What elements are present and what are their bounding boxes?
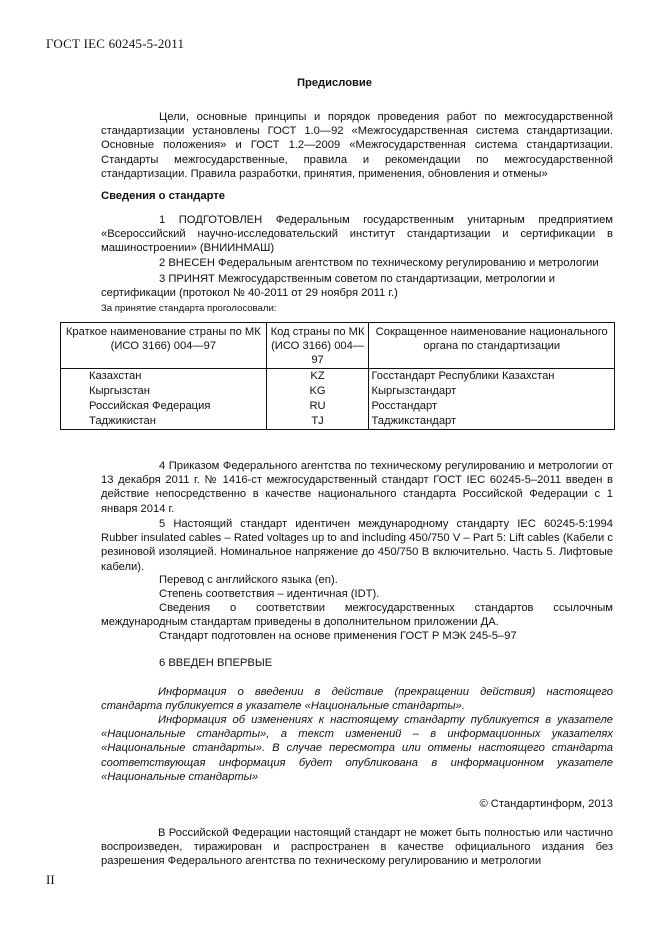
info-changes: Информация об изменениях к настоящему стандарту публикуется в указателе «Национальные стандарты», а текст изменений – в информационных указателях «Национальные стандарты». В случае пересмотра или отмены настоящего стандарта соответствующая информация будет опубликована в информационном указателе «Национальные стандарты» [101, 714, 613, 783]
item-2: 2 ВНЕСЕН Федеральным агентством по техническому регулированию и метрологии [159, 257, 599, 269]
legal-notice: В Российской Федерации настоящий стандарт не может быть полностью или частично воспроизведен, тиражирован и распространен в качестве официального издания без разрешения Федерального агентства по техническому регулированию и метрологии [101, 827, 613, 868]
page-number: II [46, 872, 55, 887]
country-cell: Казахстан [61, 369, 267, 385]
item-6: 6 ВВЕДЕН ВПЕРВЫЕ [159, 657, 273, 669]
conformity-note: Степень соответствия – идентичная (IDT). [159, 588, 380, 600]
item-1: 1 ПОДГОТОВЛЕН Федеральным государственным унитарным предприятием «Всероссийский научно-исследовательский институт стандартизации и сертификации в машиностроении» (ВНИИНМАШ) [101, 214, 613, 255]
page-title: Предисловие [296, 77, 373, 89]
country-cell: Кыргызстан [61, 384, 267, 399]
body-cell: Таджикстандарт [369, 414, 615, 430]
references-note: Сведения о соответствии межгосударственных стандартов ссылочным международным стандартам приведены в дополнительном приложении ДА. [101, 602, 613, 629]
body-cell: Госстандарт Республики Казахстан [369, 369, 615, 385]
column-header-country: Краткое наименование страны по МК (ИСО 3166) 004—97 [61, 323, 267, 369]
code-cell: TJ [266, 414, 369, 430]
voted-label: За принятие стандарта проголосовали: [101, 303, 277, 314]
body-cell: Кыргызстандарт [369, 384, 615, 399]
translation-note: Перевод с английского языка (en). [159, 574, 338, 586]
voting-table [60, 322, 615, 430]
table-row [61, 399, 615, 414]
item-3: 3 ПРИНЯТ Межгосударственным советом по стандартизации, метрологии и сертификации (протокол № 40-2011 от 29 ноября 2011 г.) [101, 273, 556, 300]
table-row [61, 369, 615, 385]
code-cell: KZ [266, 369, 369, 385]
column-header-body: Сокращенное наименование национального органа по стандартизации [369, 323, 615, 369]
table-row [61, 414, 615, 430]
item-5: 5 Настоящий стандарт идентичен международному стандарту IEC 60245-5:1994 Rubber insulated cables – Rated voltages up to and including 450/750 V – Part 5: Lift cables (Кабели с резиновой изоляцией. Номинальное напряжение до 450/750 В включительно. Часть 5. Лифтовые кабели). [101, 518, 613, 573]
intro-paragraph: Цели, основные принципы и порядок проведения работ по межгосударственной стандартизации установлены ГОСТ 1.0—92 «Межгосударственная система стандартизации. Основные положения» и ГОСТ 1.2—2009 «Межгосударственная система стандартизации. Стандарты межгосударственные, правила и рекомендации по межгосударственной стандартизации. Правила разработки, принятия, применения, обновления и отмены» [101, 111, 613, 180]
prepared-note: Стандарт подготовлен на основе применения ГОСТ Р МЭК 245-5–97 [159, 630, 517, 642]
info-introduction: Информация о введении в действие (прекращении действия) настоящего стандарта публикуется в указателе «Национальные стандарты». [101, 686, 613, 713]
country-cell: Российская Федерация [61, 399, 267, 414]
table-row [61, 384, 615, 399]
code-cell: RU [266, 399, 369, 414]
about-heading: Сведения о стандарте [101, 190, 225, 202]
code-cell: KG [266, 384, 369, 399]
document-header: ГОСТ IEC 60245-5-2011 [46, 36, 185, 51]
column-header-code: Код страны по МК (ИСО 3166) 004—97 [266, 323, 369, 369]
item-4: 4 Приказом Федерального агентства по техническому регулированию и метрологии от 13 декабря 2011 г. № 1416-ст межгосударственный стандарт ГОСТ IEC 60245-5–2011 введен в действие непосредственно в качестве национального стандарта Российской Федерации с 1 января 2014 г. [101, 460, 613, 515]
copyright: © Стандартинформ, 2013 [479, 798, 613, 810]
table-header-row [61, 323, 615, 369]
body-cell: Росстандарт [369, 399, 615, 414]
country-cell: Таджикистан [61, 414, 267, 430]
